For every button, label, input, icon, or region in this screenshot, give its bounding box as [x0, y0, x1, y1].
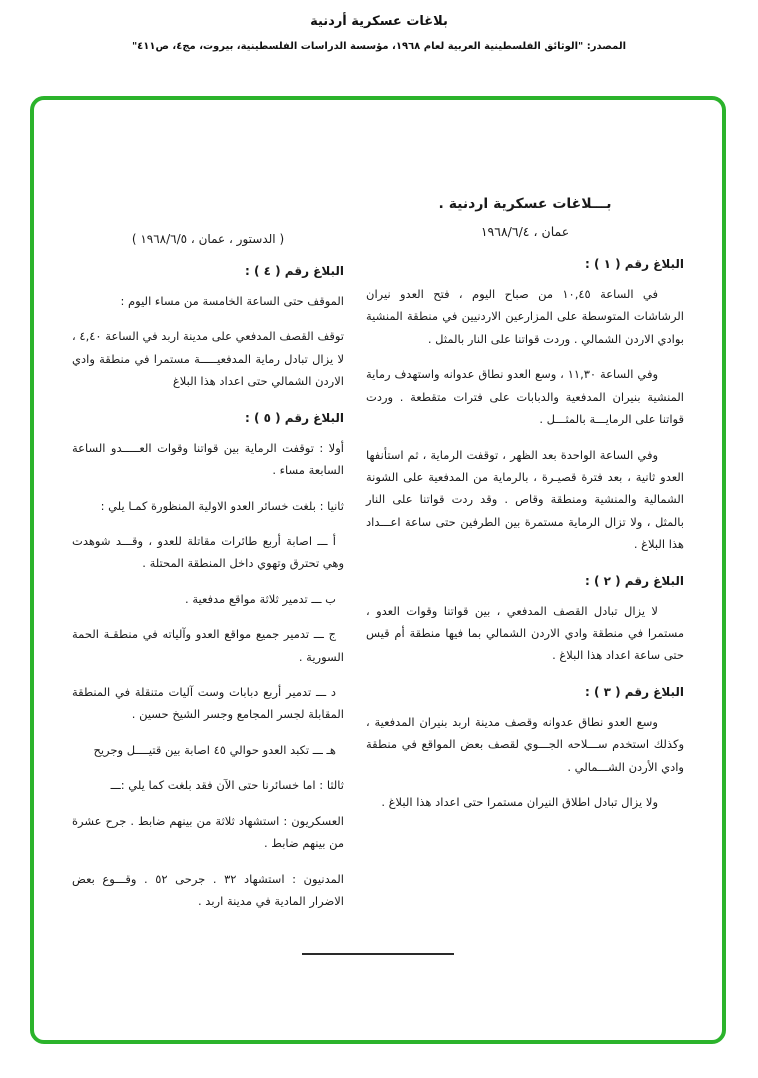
- communique-4-paragraph: الموقف حتى الساعة الخامسة من مساء اليوم :: [120, 294, 344, 308]
- communique-3-paragraph: وسع العدو نطاق عدوانه وقصف مدينة اربد بنيران المدفعية ، وكذلك استخدم ســـلاحه الجـــوي لقصف بعض المواقع في منطقة وادي الأردن الشـــمالي .: [366, 714, 684, 774]
- dateline-addustour: ( الدستور ، عمان ، ١٩٦٨/٦/٥ ): [131, 232, 285, 246]
- communique-5-item-thanian: ثانيا : بلغت خسائر العدو الاولية المنظورة كمـا يلي :: [100, 498, 344, 513]
- communique-1-paragraph: وفي الساعة ١١,٣٠ ، وسع العدو نطاق عدوانه واستهدف رماية المنشية بنيران المدفعية والدبابات على فترات متقطعة . وردت قواتنا على الرمايـــة بالمثـــل .: [366, 367, 684, 427]
- communique-5-item-military: العسكريون : استشهاد ثلاثة من بينهم ضابط . جرح عشرة من بينهم ضابط .: [72, 813, 344, 851]
- communique-3-label: البلاغ رقم ( ٣ ) :: [585, 684, 684, 699]
- column-right: [366, 196, 684, 925]
- communique-5-item-j: ج ـــ تدمير جميع مواقع العدو وآلياته في منطقـة الحمة السورية .: [72, 627, 344, 664]
- communique-3-paragraph: ولا يزال تبادل اطلاق النيران مستمرا حتى اعداد هذا البلاغ .: [381, 795, 658, 810]
- communique-1-paragraph: في الساعة ١٠,٤٥ من صباح اليوم ، فتح العدو نيران الرشاشات المتوسطة على المزارعين الاردنيين في منطقة المنشية بوادي الاردن الشمالي . وردت قواتنا على النار بالمثل .: [366, 287, 684, 346]
- communique-5-item-d: د ـــ تدمير أربع دبابات وست آليات متنقلة في المنطقة المقابلة لجسر المجامع وجسر الشيخ حسين .: [72, 685, 344, 722]
- communique-4-paragraph: توقف القصف المدفعي على مدينة اربد في الساعة ٤,٤٠ ، لا يزال تبادل رماية المدفعيـــــة مستمرا في منطقة وادي الاردن الشمالي حتى اعداد هذا البلاغ: [72, 329, 344, 389]
- communique-5-item-thalithan: ثالثا : اما خسائرنا حتى الآن فقد بلغت كما يلي :ـــ: [110, 778, 344, 793]
- communique-1-paragraph: وفي الساعة الواحدة بعد الظهر ، توقفت الرماية ، ثم استأنفها العدو ثانية ، بعد فترة قصيـرة ، بالرماية من المدفعية على الشونة الشمالية والمنشية ومنطقة وقاص . وقد ردت قواتنا على النار بالمثل ، ولا تزال الرماية مستمرة بين الطرفين حتى ساعة اعـــداد هذا البلاغ .: [366, 447, 684, 552]
- communique-4-label: البلاغ رقم ( ٤ ) :: [245, 264, 344, 278]
- document-columns: [34, 100, 722, 925]
- communique-2-paragraph: لا يزال تبادل القصف المدفعي ، بين قواتنا وقوات العدو ، مستمرا في منطقة وادي الاردن الشمالي بما فيها منطقة أم قيس حتى ساعة اعداد هذا البلاغ .: [366, 603, 684, 663]
- communique-5-item-b: ب ـــ تدمير ثلاثة مواقع مدفعية .: [185, 591, 336, 606]
- communique-5-item-h: هـ ـــ تكبد العدو حوالي ٤٥ اصابة بين قتيــــل وجريح: [93, 742, 336, 757]
- end-divider: [302, 953, 454, 955]
- communique-5-item-awalan: أولا : توقفت الرماية بين قواتنا وقوات العـــــدو الساعة السابعة مساء .: [72, 440, 344, 478]
- communique-5-item-civilians: المدنيون : استشهاد ٣٢ . جرحى ٥٢ . وقـــوع بعض الاضرار المادية في مدينة اربد .: [72, 871, 344, 909]
- communique-2-label: البلاغ رقم ( ٢ ) :: [585, 573, 684, 588]
- document-frame: [30, 96, 726, 1044]
- dateline-amman: عمان ، ١٩٦٨/٦/٤: [480, 224, 570, 239]
- page-header: [0, 0, 758, 52]
- document-heading: بـــلاغات عسكرية اردنية .: [438, 196, 612, 212]
- communique-5-label: البلاغ رقم ( ٥ ) :: [245, 410, 344, 425]
- column-left: [72, 232, 344, 925]
- communique-1-label: البلاغ رقم ( ١ ) :: [585, 257, 684, 271]
- communique-5-item-a: أ ـــ اصابة أربع طائرات مقاتلة للعدو ، وقـــد شوهدت وهي تحترق وتهوي داخل المنطقة المحتلة .: [72, 533, 344, 571]
- source-citation: المصدر: "الوثائق الفلسطينية العربية لعام ١٩٦٨، مؤسسة الدراسات الفلسطينية، بيروت، مج٤، ص٤١١": [131, 41, 627, 52]
- page-title: بلاغات عسكرية أردنية: [310, 14, 448, 29]
